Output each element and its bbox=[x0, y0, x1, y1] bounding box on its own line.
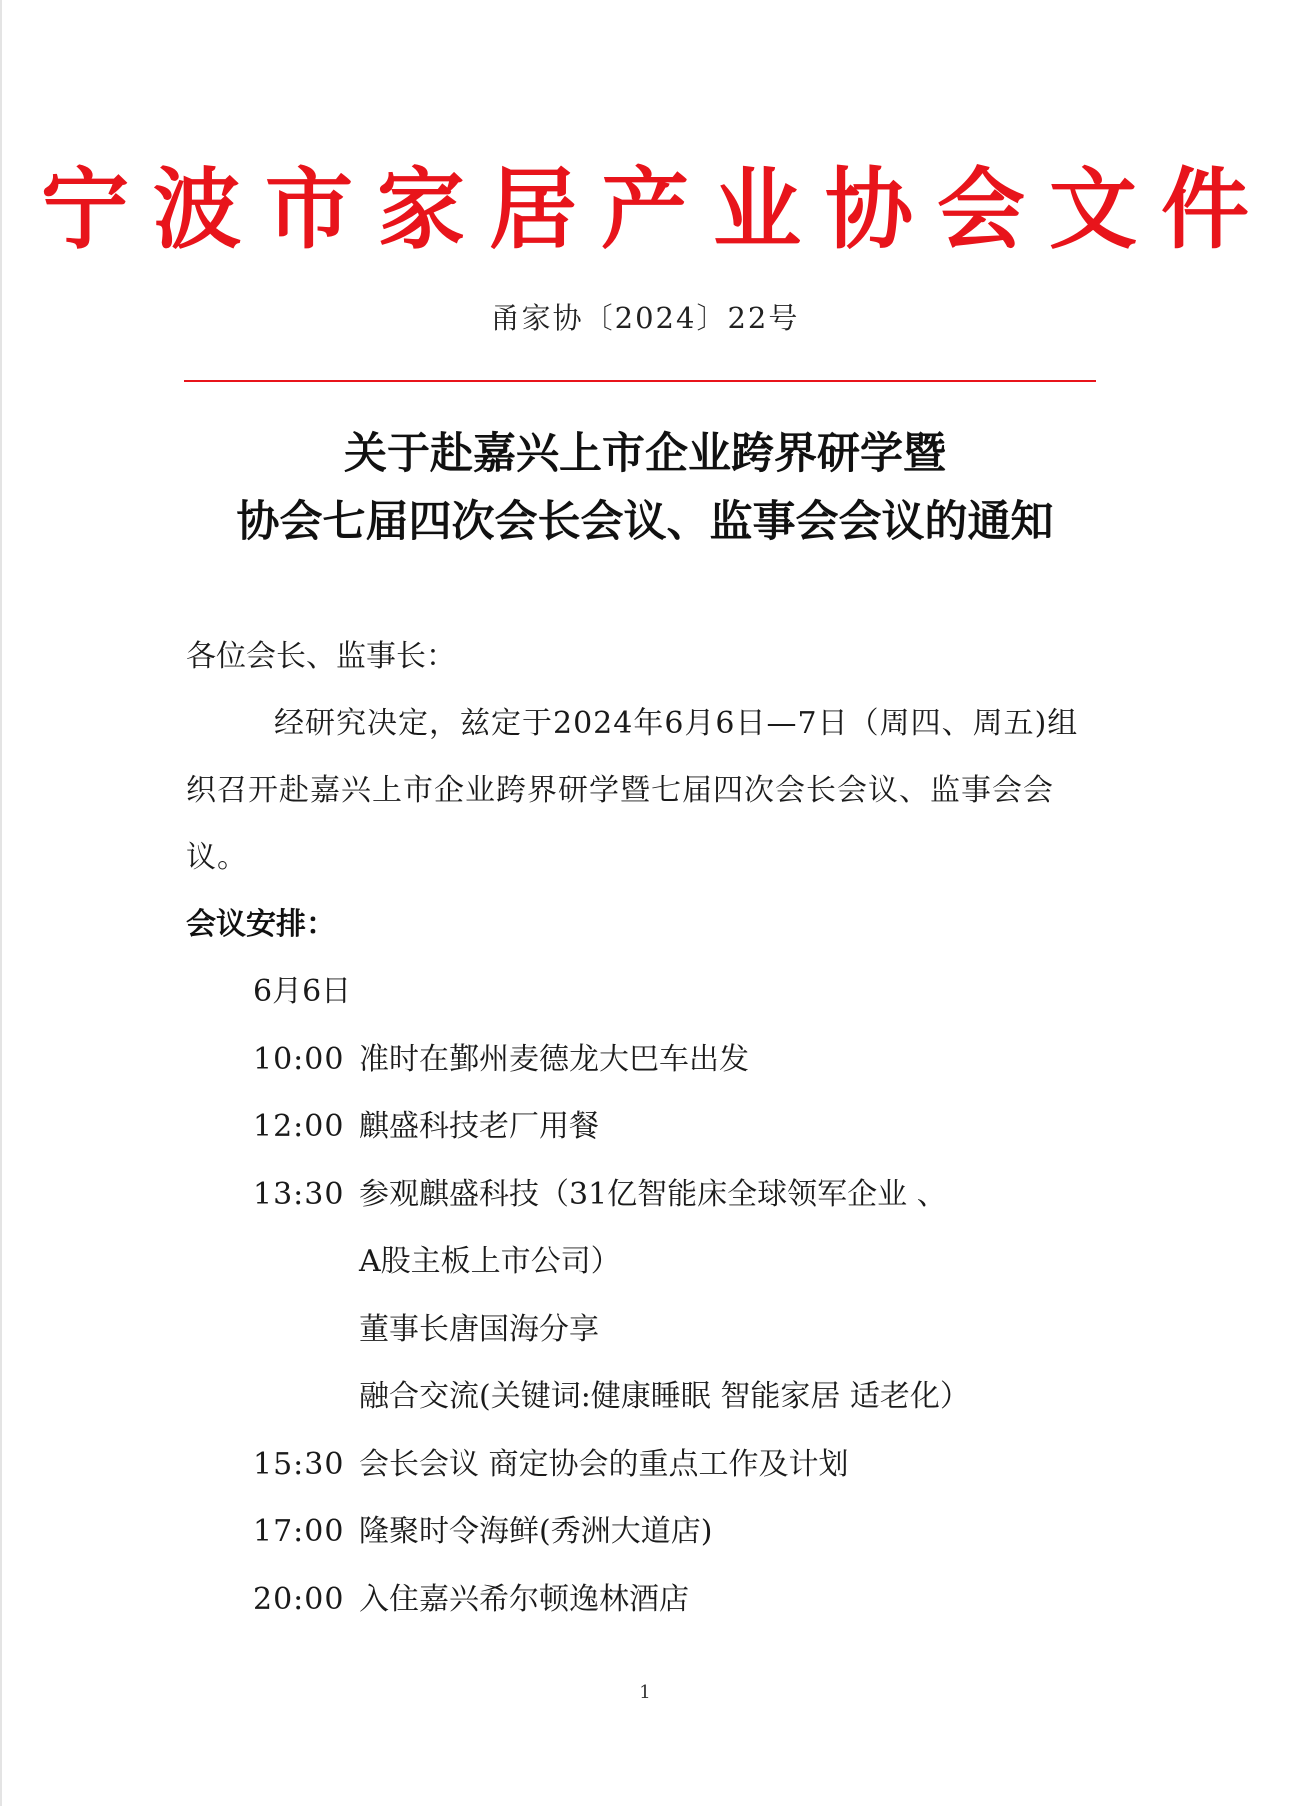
schedule-heading: 会议安排： bbox=[186, 907, 336, 942]
schedule-time: 20:00 bbox=[253, 1581, 345, 1617]
intro-paragraph: 经研究决定，兹定于2024年6月6日—7日（周四、周五)组织召开赴嘉兴上市企业跨界研学暨七届四次会长会议、监事会会议。 bbox=[186, 706, 1079, 875]
document-header-title: 宁波市家居产业协会文件 bbox=[40, 158, 1273, 261]
schedule-item-continuation bbox=[253, 1363, 1113, 1431]
schedule-item bbox=[253, 1431, 1113, 1499]
schedule-item bbox=[253, 1093, 1113, 1161]
notice-title-line-1: 关于赴嘉兴上市企业跨界研学暨 bbox=[344, 429, 946, 479]
page-number: 1 bbox=[639, 1682, 651, 1703]
schedule-text: 会长会议 商定协会的重点工作及计划 bbox=[359, 1446, 849, 1482]
schedule-text: 麒盛科技老厂用餐 bbox=[359, 1109, 599, 1144]
schedule-item bbox=[253, 1026, 1113, 1094]
schedule-time: 17:00 bbox=[253, 1514, 345, 1549]
schedule-time: 10:00 bbox=[253, 1041, 345, 1077]
schedule-item bbox=[253, 1161, 1113, 1229]
page-edge bbox=[0, 0, 2, 1806]
schedule-date-text: 6月6日 bbox=[253, 974, 352, 1009]
schedule-text: A股主板上市公司） bbox=[359, 1244, 621, 1279]
schedule-text: 准时在鄞州麦德龙大巴车出发 bbox=[359, 1041, 749, 1077]
schedule-time: 13:30 bbox=[253, 1176, 345, 1212]
schedule-text: 隆聚时令海鲜(秀洲大道店) bbox=[359, 1514, 713, 1549]
schedule-text: 入住嘉兴希尔顿逸林酒店 bbox=[359, 1581, 689, 1617]
schedule-date bbox=[253, 958, 1113, 1026]
notice-title-line-2: 协会七届四次会长会议、监事会会议的通知 bbox=[236, 497, 1054, 547]
schedule-text: 融合交流(关键词:健康睡眠 智能家居 适老化） bbox=[359, 1379, 970, 1414]
schedule-time: 15:30 bbox=[253, 1446, 345, 1482]
document-number: 甬家协〔2024〕22号 bbox=[490, 301, 800, 335]
schedule-list bbox=[253, 958, 1113, 1633]
schedule-text: 参观麒盛科技（31亿智能床全球领军企业 、 bbox=[359, 1176, 947, 1212]
schedule-item bbox=[253, 1498, 1113, 1566]
schedule-time: 12:00 bbox=[253, 1109, 345, 1144]
red-divider-line bbox=[184, 380, 1096, 382]
salutation: 各位会长、监事长： bbox=[186, 639, 456, 674]
schedule-item-continuation bbox=[253, 1228, 1113, 1296]
schedule-item bbox=[253, 1566, 1113, 1634]
notice-title bbox=[0, 420, 1290, 556]
schedule-item-continuation bbox=[253, 1296, 1113, 1364]
schedule-text: 董事长唐国海分享 bbox=[359, 1311, 599, 1347]
